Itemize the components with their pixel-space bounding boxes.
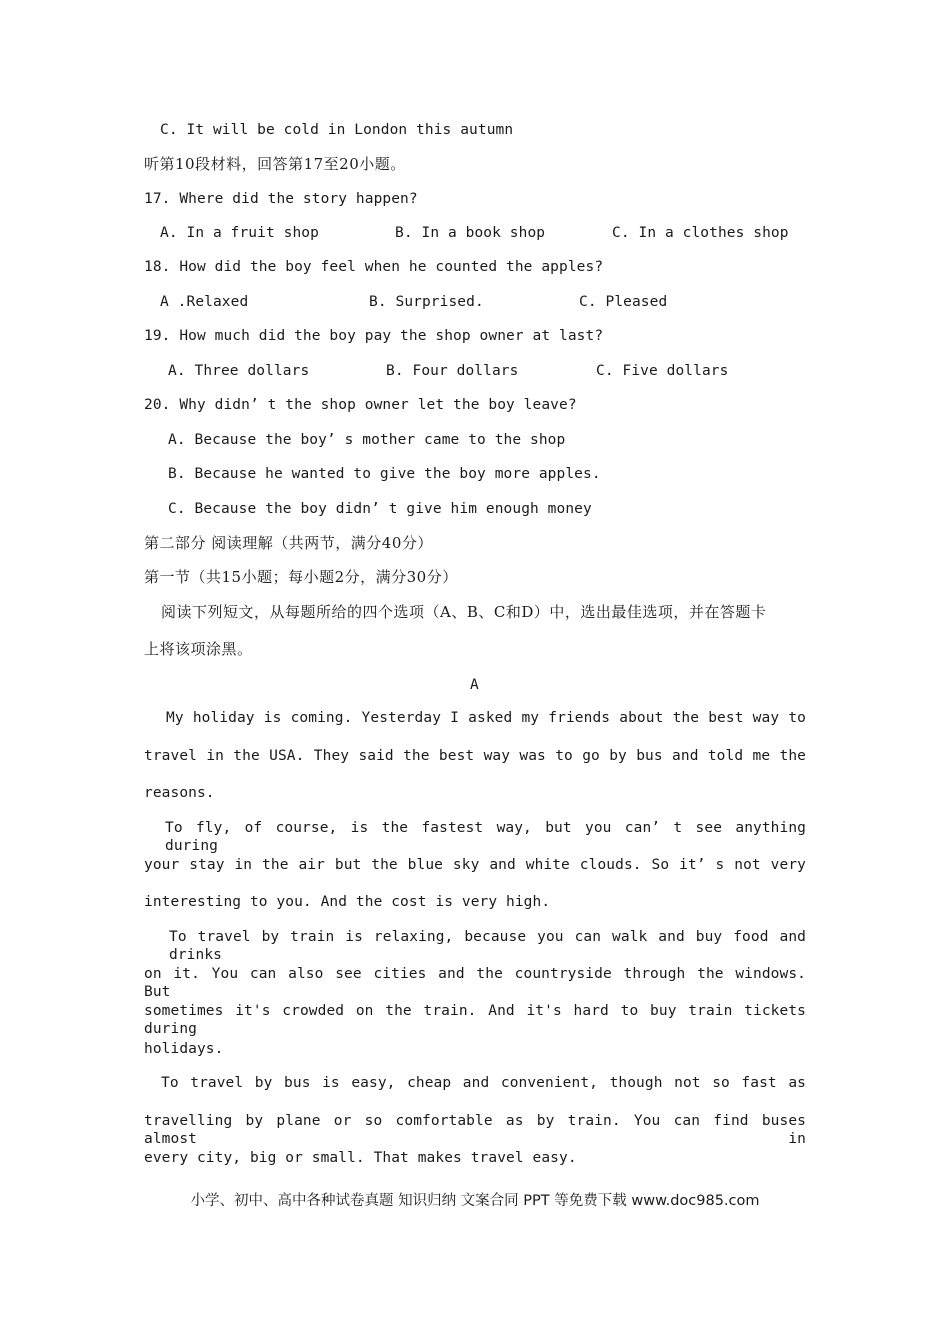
passage-p3-line2: on it. You can also see cities and the countryside through the windows. But bbox=[144, 966, 806, 1000]
question-17-option-b: B. In a book shop bbox=[395, 225, 546, 241]
question-18-stem: 18. How did the boy feel when he counted the apples? bbox=[144, 259, 604, 275]
footer-download-banner: 小学、初中、高中各种试卷真题 知识归纳 文案合同 PPT 等免费下载 www.doc985.com bbox=[190, 1193, 760, 1209]
question-19-stem: 19. How much did the boy pay the shop owner at last? bbox=[144, 328, 604, 344]
passage-p2-line2: your stay in the air but the blue sky and white clouds. So it’ s not very bbox=[144, 857, 806, 873]
passage-p1-line3: reasons. bbox=[144, 785, 215, 801]
question-20-option-b: B. Because he wanted to give the boy more apples. bbox=[168, 466, 601, 482]
question-17-option-c: C. In a clothes shop bbox=[612, 225, 789, 241]
question-20-option-a: A. Because the boy’ s mother came to the shop bbox=[168, 432, 566, 448]
section1-title: 第一节（共15小题；每小题2分，满分30分） bbox=[144, 568, 458, 586]
passage-p4-line1: To travel by bus is easy, cheap and convenient, though not so fast as bbox=[161, 1075, 806, 1091]
previous-option-c: C. It will be cold in London this autumn bbox=[160, 122, 514, 138]
reading-directions-line2: 上将该项涂黑。 bbox=[144, 640, 253, 658]
part2-title: 第二部分 阅读理解（共两节，满分40分） bbox=[144, 534, 433, 552]
question-17-stem: 17. Where did the story happen? bbox=[144, 191, 418, 207]
question-19-option-b: B. Four dollars bbox=[386, 363, 519, 379]
passage-p2-line1: To fly, of course, is the fastest way, but you can’ t see anything during bbox=[165, 820, 806, 854]
passage-p2-line3: interesting to you. And the cost is very high. bbox=[144, 894, 551, 910]
passage-p1-line2: travel in the USA. They said the best way was to go by bus and told me the bbox=[144, 748, 806, 764]
passage-p3-line1: To travel by train is relaxing, because you can walk and buy food and drinks bbox=[169, 929, 806, 963]
passage-p4-line2: travelling by plane or so comfortable as by train. You can find buses almost in bbox=[144, 1113, 806, 1147]
question-17-option-a: A. In a fruit shop bbox=[160, 225, 319, 241]
question-18-option-a: A .Relaxed bbox=[160, 294, 249, 310]
reading-directions-line1: 阅读下列短文，从每题所给的四个选项（A、B、C和D）中，选出最佳选项，并在答题卡 bbox=[161, 603, 767, 621]
question-20-stem: 20. Why didn’ t the shop owner let the boy leave? bbox=[144, 397, 577, 413]
passage-p3-line3: sometimes it's crowded on the train. And it's hard to buy train tickets during bbox=[144, 1003, 806, 1037]
question-20-option-c: C. Because the boy didn’ t give him enough money bbox=[168, 501, 592, 517]
question-19-option-a: A. Three dollars bbox=[168, 363, 310, 379]
question-18-option-b: B. Surprised. bbox=[369, 294, 484, 310]
question-19-option-c: C. Five dollars bbox=[596, 363, 729, 379]
passage-p3-line4: holidays. bbox=[144, 1041, 224, 1057]
passage-p4-line3: every city, big or small. That makes travel easy. bbox=[144, 1150, 577, 1166]
question-18-option-c: C. Pleased bbox=[579, 294, 668, 310]
passage-p1-line1: My holiday is coming. Yesterday I asked my friends about the best way to bbox=[166, 710, 806, 726]
passage-label: A bbox=[470, 677, 479, 693]
listening-instruction: 听第10段材料，回答第17至20小题。 bbox=[144, 155, 406, 173]
